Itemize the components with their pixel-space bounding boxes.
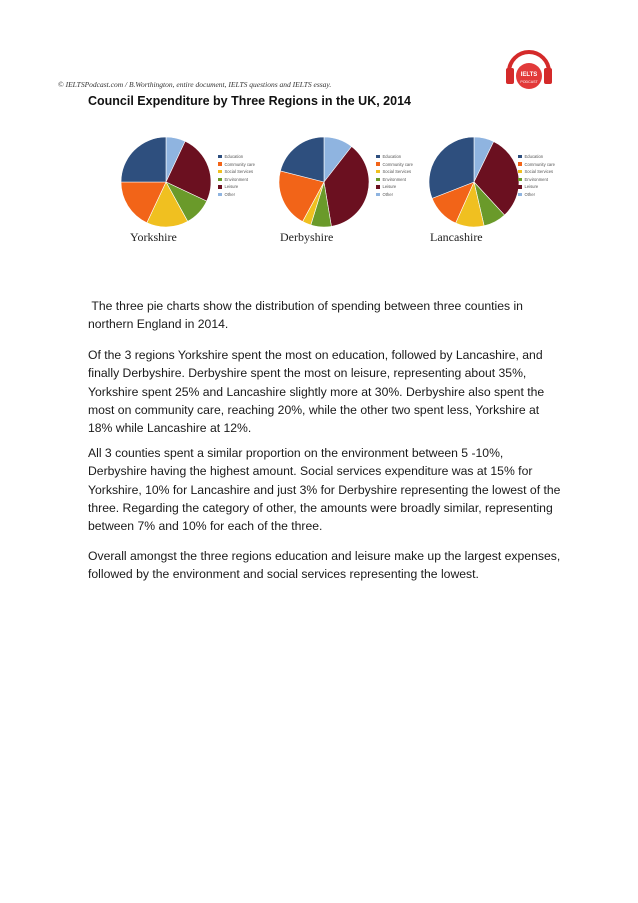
pie-slice-yorkshire-education bbox=[121, 137, 166, 182]
legend-label: Other bbox=[524, 191, 535, 197]
pie-yorkshire-svg bbox=[120, 136, 212, 228]
legend-label: Leisure bbox=[382, 184, 397, 190]
legend-swatch bbox=[218, 178, 222, 182]
legend-item bbox=[376, 161, 413, 168]
paragraph-environment-social bbox=[88, 444, 564, 535]
legend-swatch bbox=[376, 162, 380, 166]
legend-yorkshire bbox=[218, 153, 255, 199]
legend-swatch bbox=[218, 193, 222, 197]
pie-chart-lancashire bbox=[418, 128, 568, 253]
paragraph-education-leisure bbox=[88, 346, 564, 437]
legend-label: Other bbox=[224, 191, 235, 197]
legend-item bbox=[376, 168, 413, 175]
pie-charts-figure bbox=[110, 128, 570, 253]
pie-derbyshire-svg bbox=[278, 136, 370, 228]
ielts-podcast-logo bbox=[503, 46, 555, 92]
document-title: Council Expenditure by Three Regions in the UK, 2014 bbox=[88, 94, 411, 108]
legend-label: Social Services bbox=[224, 169, 254, 175]
legend-label: Community care bbox=[224, 161, 255, 167]
legend-swatch bbox=[218, 185, 222, 189]
pie-lancashire-svg bbox=[428, 136, 520, 228]
region-label-lancashire: Lancashire bbox=[430, 230, 483, 244]
legend-item bbox=[518, 153, 555, 160]
legend-label: Education bbox=[524, 154, 544, 159]
legend-swatch bbox=[518, 185, 522, 189]
legend-swatch bbox=[376, 155, 380, 159]
legend-label: Social Services bbox=[524, 169, 554, 175]
legend-label: Other bbox=[382, 191, 393, 197]
legend-item bbox=[218, 161, 255, 168]
legend-item bbox=[218, 153, 255, 160]
legend-label: Leisure bbox=[224, 184, 239, 190]
legend-item bbox=[218, 168, 255, 175]
svg-text:IELTS: IELTS bbox=[520, 72, 538, 78]
paragraph-text: Of the 3 regions Yorkshire spent the most on education, followed by Lancashire, and finally Derbyshire. Derbyshire spent the most on leisure, representing about 35%, Yorkshire spent 25% and Lancashire slightly more at 30%. Derbyshire also spent the most on community care, reaching 20%, while the other two spent less, Yorkshire at 18% while Lancashire at 12%. bbox=[88, 348, 545, 436]
legend-label: Community care bbox=[382, 161, 413, 167]
legend-label: Community care bbox=[524, 161, 555, 167]
legend-swatch bbox=[376, 178, 380, 182]
legend-lancashire bbox=[518, 153, 555, 199]
legend-item bbox=[518, 168, 555, 175]
legend-label: Environment bbox=[382, 176, 407, 182]
legend-item bbox=[218, 183, 255, 190]
legend-swatch bbox=[218, 170, 222, 174]
legend-swatch bbox=[218, 155, 222, 159]
paragraph-text: All 3 counties spent a similar proportion on the environment between 5 -10%, Derbyshire having the highest amount. Social services expenditure was at 15% for Yorkshire, 10% for Lancashire and just 3% for Derbyshire representing the lowest of the three. Regarding the category of other, the amounts were broadly similar, representing between 7% and 10% for each of the three. bbox=[88, 446, 561, 534]
svg-text:PODCAST: PODCAST bbox=[520, 80, 538, 84]
legend-swatch bbox=[376, 170, 380, 174]
legend-item bbox=[518, 183, 555, 190]
legend-label: Education bbox=[224, 154, 244, 159]
legend-label: Leisure bbox=[524, 184, 539, 190]
legend-swatch bbox=[376, 185, 380, 189]
pie-chart-derbyshire bbox=[268, 128, 418, 253]
legend-item bbox=[218, 176, 255, 183]
paragraph-text: Overall amongst the three regions education and leisure make up the largest expenses, followed by the environment and social services representing the lowest. bbox=[88, 549, 561, 582]
legend-swatch bbox=[518, 162, 522, 166]
legend-item bbox=[518, 191, 555, 198]
legend-item bbox=[518, 176, 555, 183]
legend-label: Environment bbox=[224, 176, 249, 182]
legend-item bbox=[376, 191, 413, 198]
legend-swatch bbox=[518, 170, 522, 174]
legend-label: Environment bbox=[524, 176, 549, 182]
pie-chart-yorkshire bbox=[110, 128, 260, 253]
legend-item bbox=[518, 161, 555, 168]
region-label-yorkshire: Yorkshire bbox=[130, 230, 177, 244]
legend-item bbox=[376, 153, 413, 160]
legend-item bbox=[218, 191, 255, 198]
legend-derbyshire bbox=[376, 153, 413, 199]
legend-swatch bbox=[518, 155, 522, 159]
paragraph-text: The three pie charts show the distribution of spending between three counties in northern England in 2014. bbox=[88, 299, 527, 332]
region-label-derbyshire: Derbyshire bbox=[280, 230, 334, 244]
paragraph-intro bbox=[88, 297, 564, 334]
legend-label: Education bbox=[382, 154, 402, 159]
legend-swatch bbox=[518, 178, 522, 182]
legend-swatch bbox=[218, 162, 222, 166]
legend-swatch bbox=[518, 193, 522, 197]
legend-item bbox=[376, 183, 413, 190]
legend-item bbox=[376, 176, 413, 183]
legend-label: Social Services bbox=[382, 169, 412, 175]
paragraph-overall bbox=[88, 547, 564, 584]
copyright-notice: © IELTSPodcast.com / B.Worthington, entire document, IELTS questions and IELTS essay. bbox=[58, 80, 332, 89]
legend-swatch bbox=[376, 193, 380, 197]
